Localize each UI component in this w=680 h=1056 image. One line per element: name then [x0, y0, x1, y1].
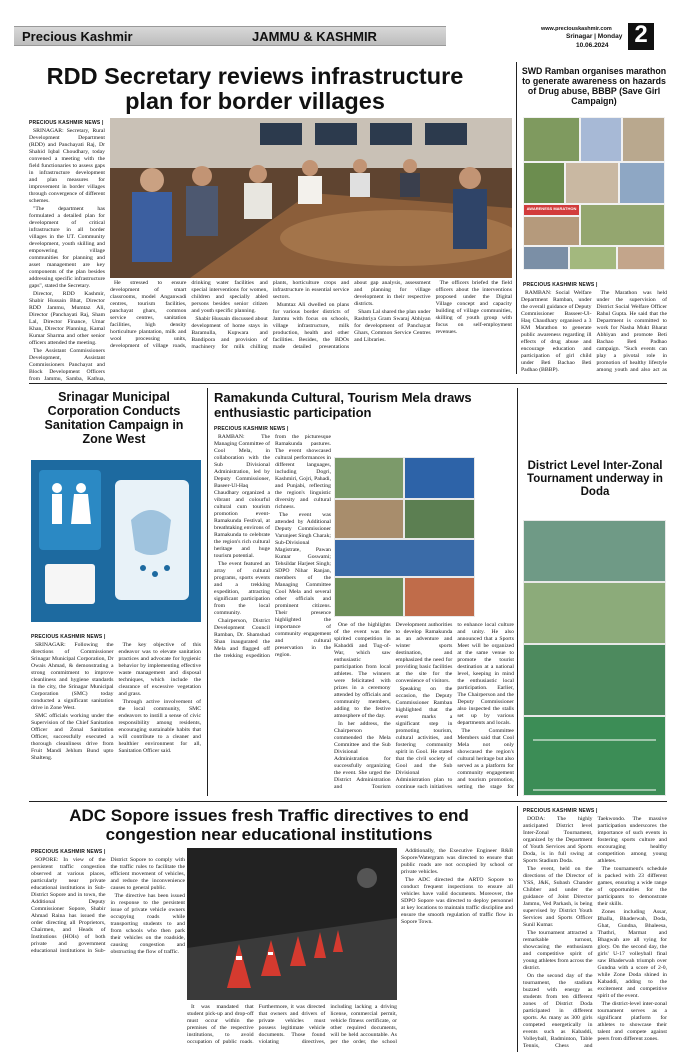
a4-headline: Ramakunda Cultural, Tourism Mela draws enthusiastic participation — [214, 390, 472, 420]
a4-body-top — [214, 434, 331, 796]
a1-para: "The department has formulated a detailed plan for development of critical infrastructure in all border villages in the UT. Community development, youth skilling and empowering village communities for planning and asset management are key components of the plan besides addressing specific infrastructure gaps", stated the Secretary. — [29, 206, 105, 289]
a5-para: Zones including Assar, Bhalla, Bhaderwah, Doda, Ghat, Gundna, Bhaleesa, Thathri, Marmat and Bhagwah are all vying for glory. On the second day, the girls' U-17 volleyball final saw Bhaderwah triumph over Gundna with a score of 2-0, while Zone Doda shined in Kabaddi, adding to the excitement and competitive spirit of the event. — [597, 909, 667, 999]
sanitation-illustration — [31, 460, 201, 622]
a5-para: On the second day of the tournament, the stadium buzzed with energy as students from ten different zones of District Doda participated in different sports. As many as 300 girls competed energetically in events such as Kabaddi, Volleyball, Badminton, Table Tennis, Chess and Taekwondo. The massive participation underscores the importance of such events in fostering sports culture and encouraging healthy competition among young athletes. — [523, 816, 667, 1049]
traffic-cones-image — [187, 848, 397, 1000]
a6-para: The directive has been issued in response to the persistent issue of private vehicle owners occupying roads while transporting students to and from schools who then park their vehicles on the roadside, causing congestion and obstructing the flow of traffic. — [110, 893, 185, 955]
a6-photo-traffic — [187, 848, 397, 1000]
mela-collage-image — [334, 457, 475, 617]
a6-body-right — [401, 848, 513, 1052]
a5-body — [523, 816, 667, 1052]
a1-photo-meeting — [110, 118, 512, 278]
a3-para: SMC officials working under the Supervision of the Chief Sanitation Officer and Zonal Sanitation Officer, successfully executed a thorough cleanliness drive from Fruit Mandi Jehlum Bund upto Shalteng. — [31, 713, 114, 761]
a4-byline: PRECIOUS KASHMIR NEWS | — [214, 426, 289, 432]
a5-photo-collage — [523, 520, 666, 796]
a6-para: It was mandated that student pick-up and drop-off must occur within the premises of the respective institutions, to avoid occupation of public roads. Furthermore, it was directed that owners and drivers of private vehicles must possess legitimate vehicle documents. Those found violating directives, including lacking a driving license, commercial permit, vehicle fitness certificate, or other required documents, will be held accountable. As per the order, the school — [187, 1004, 397, 1045]
a5-para: The district-level inter-zonal tournament serves as a significant platform for athletes to showcase their talent and compete against peers from different zones. — [597, 1001, 667, 1042]
a3-body — [31, 642, 201, 796]
a6-headline: ADC Sopore issues fresh Traffic directives to end congestion near educational institutions — [69, 806, 469, 844]
mid-bottom-rule — [29, 801, 667, 802]
a4-para: One of the highlights of the event was the spirited competition in Kabaddi and Tug-of-War, which saw enthusiastic participation from local athletes. The winners were felicitated with prizes in a ceremony attended by officials and community members, adding to the festive atmosphere of the day. — [334, 622, 391, 719]
a1-right-rule — [516, 62, 517, 374]
a2-body — [521, 290, 667, 376]
a6-para: The ADC directed the ARTO Sopore to conduct frequent inspections to ensure all vehicles have valid documents. Moreover, the SDPO Sopore was directed to deploy personnel at key locations to maintain traffic discipline and ensure the smooth regulation of traffic flow in Sopore Town. — [401, 877, 513, 925]
a4-right-rule — [517, 388, 518, 796]
a4-para: Speaking on the occasion, the Deputy Commissioner Ramban highlighted that the event marks a significant step in promoting tourism, cultural activities, and fostering community spirit in Gool. He stated that the civil society of Gool and the Sub Divisional Administration plan to continue such initiatives to enhance local culture and unity. He also announced that a Sports Meet will be organized at the same venue to promote the tourist destination at a national level, keeping in mind the enthusiastic local participation. Earlier, The Chairperson and the Deputy Commissioner also inspected the stalls set up by various departments and locals. — [395, 622, 514, 790]
issue-date: 10.06.2024 — [576, 42, 609, 49]
a2-byline: PRECIOUS KASHMIR NEWS | — [523, 282, 598, 288]
meeting-room-image — [110, 118, 512, 278]
a4-para: In her address, the Chairperson commended the Mela Committee and the Sub Divisional Administration for successfully organizing the event. She urged the District Administration and Tourism Development authorities to develop Ramakunda as an adventure and winter sports destination, and emphasized the need for providing basic facilities at the site for the convenience of visitors. — [334, 622, 453, 790]
tournament-collage-image — [523, 520, 666, 796]
a1-para: He stressed to ensure development of smart classrooms, model Anganwadi centres, tourism facilities, panchayat ghars, common service centres, sanitation facilities, high density horticulture plantation, milk and wool processing units, development of village roads, drinking water facilities and special interventions for women, children and specially abled persons besides senior citizen and youth specific planning. — [110, 280, 268, 349]
a1-para: Director, RDD Kashmir, Shabir Hussain Bhat, Director RDD Jammu, Mumtaz Ali, Director (Panchayati Raj, Sham Lal, Director Finance, Umar Khan, Director Planning, Kamal Kumar Sharma and other senior officers attended the meeting. — [29, 291, 105, 346]
a4-para: The Committee Members said that Cool Mela not only showcased the region's cultural heritage but also served as a platform for community engagement and tourism promotion, setting the stage for — [457, 728, 514, 790]
a3-para: The key objective of this endeavor was to elevate sanitation practices and advocate for hygienic behavior by implementing effective waste management and disposal techniques, which include the clearance of excessive vegetation and grass. — [118, 642, 201, 697]
a3-right-rule — [207, 388, 208, 796]
a6-right-rule — [517, 806, 518, 1052]
a3-headline: Srinagar Municipal Corporation Conducts Sanitation Campaign in Zone West — [44, 390, 184, 446]
a6-para: Additionally, the Executive Engineer R&B Sopore/Watergram was directed to ensure that public roads are not occupied by school or private vehicles. — [401, 848, 513, 875]
a1-para: The officers briefed the field officers about the interventions proposed under the Digital Village concept and capacity building of village communities, skilling of youth group with focus on self-employment revenues. — [435, 280, 512, 335]
a4-para: The event featured an array of cultural programs, sports events and a trekking expedition, attracting significant participation from the local community. — [214, 561, 270, 616]
a5-para: DODA: The highly anticipated District level Inter-Zonal Tournament, organized by the Department of Youth Services and Sports Doda, is in full swing at Sports Stadium Doda. — [523, 816, 593, 864]
a1-para: Mumtaz Ali dwelled on plans for various border districts of Jammu with focus on schools, village infrastructure, milk production, health and other facilities. Besides, the BDOs made detailed presentations about gap analysis, assessment and planning for village development in their respective districts. — [272, 280, 431, 350]
a5-headline: District Level Inter-Zonal Tournament underway in Doda — [527, 460, 663, 498]
a1-para: Sham Lal shared the plan under Rashtriya Gram Swaraj Abhiyan for development of Panchayat Ghars, Common Service Centres and Libraries. — [354, 309, 431, 343]
a5-para: The tournament's schedule is packed with 23 different games, ensuring a wide range of opportunities for the participants to demonstrate their skills. — [597, 866, 667, 907]
a2-headline: SWD Ramban organises marathon to generate awareness on hazards of Drug abuse, BBBP (Save Girl Campaign) — [521, 66, 667, 106]
a2-banner-text: AWARENESS MARATHON — [526, 206, 577, 211]
a1-para: Shabir Hussain discussed about development of home stays in Baramulla, Kupwara and Bandipora and provision of machinery for milk chilling plants, horticulture crops and infrastructure in essential service sectors. — [191, 280, 350, 350]
a5-para: The tournament attracted a remarkable turnout, showcasing the enthusiasm and competitive spirit of young athletes from across the district. — [523, 930, 593, 971]
website: www.preciouskashmir.com — [541, 26, 612, 32]
a5-byline: PRECIOUS KASHMIR NEWS | — [523, 808, 598, 814]
a1-para: The Assistant Commissioners Development, Assistant Commissioners Panchayat and Block Development Officers from Jammu, Samba, Kathua, — [29, 348, 105, 381]
a3-byline: PRECIOUS KASHMIR NEWS | — [31, 634, 106, 640]
a4-para: RAMBAN: The Managing Committee of Cool Mela, in collaboration with the Sub Divisional Administration, led by Deputy Commissioner, Baseer-Ul-Haq Chaudhary organized a vibrant and colourful cultural cum tourism promotion event- Ramakunda Festival, at breathtaking environs of Ramakunda to celebrate the region's rich cultural heritage and huge tourism potential. — [214, 434, 270, 559]
a4-para: Chairperson, District Development Council Ramban, Dr. Shamshad Shan inaugurated the Mela and flagged off the trekking expedition from the picturesque Ramakunda pastures. The event showcased cultural performances in different languages, including Dogri, Kashmiri, Gojri, Pahadi, and Punjabi, reflecting the region's linguistic diversity and cultural richness. — [214, 434, 331, 659]
a3-photo-sanitation — [31, 460, 201, 622]
section-title: JAMMU & KASHMIR — [252, 29, 377, 44]
a3-para: Through active involvement of the local community, SMC endeavors to instill a sense of civic responsibility among residents, encouraging sustainable habits that will contribute to a cleaner and healthier environment for all, Sanitation Officer said. — [118, 699, 201, 754]
marathon-collage-image — [523, 117, 665, 270]
city-day: Srinagar | Monday — [566, 33, 623, 40]
a5-para: The event, held on the directions of the Director of YSS, J&K, Subash Chander Chibber and under the guidance of Joint Director Jammu, Ved Parkash, is being supervised by District Youth Services and Sports Officer Sunil Kumar. — [523, 866, 593, 928]
masthead — [0, 0, 680, 56]
brand-name: Precious Kashmir — [22, 29, 133, 44]
a1-byline: PRECIOUS KASHMIR NEWS | — [29, 120, 104, 126]
a6-para: SOPORE: In view of the persistent traffic congestion observed at various places, particularly near private educational institutions in Sub-District Sopore and in town, the Additional Deputy Commissioner Sopore, Shabir Ahmad Raina has issued the order directing all Proprietors, Chairmen, and Heads of Institutions (HOIs) of both private and government educational institutions in Sub-District Sopore to comply with the traffic rules to facilitate the efficient movement of vehicles, and reduce the inconvenience causes to general public. — [31, 857, 185, 954]
a6-body-left — [31, 857, 185, 1052]
a3-para: SRINAGAR: Following the directions of Commissioner Srinagar Municipal Corporation, Dr Owais Ahmad, & demonstrating a strong commitment to improve cleanliness and hygiene standards in the city, the Srinagar Municipal Corporation (SMC) today conducted a significant sanitation drive in Zone West. — [31, 642, 114, 711]
a2-photo-collage — [523, 117, 665, 270]
a6-byline: PRECIOUS KASHMIR NEWS | — [31, 849, 106, 855]
a2-para: The Marathon was held under the supervision of District Social Welfare Officer Rahul Gupta. He said that the Department is committed to work for Nasha Mukt Bharat Abhiyan and promote Beti Bachao Beti Padhao campaign. "Such events can play a pivotal role in promotion of healthy lifestyle among youth and also act as — [596, 290, 667, 373]
page-number: 2 — [634, 21, 648, 48]
a4-para: The event was attended by Additional Deputy Commissioner Varunjeet Singh Charak; Sub-Divisional Magistrate, Pawan Kumar Goswami; Tehsildar Harjeet Singh; SDPO Nihar Ranjan, members of the Managing Committee Cool Mela and several other officials and prominent citizens. Their presence highlighted the importance of community engagement and cultural preservation in the region. — [275, 512, 331, 658]
a4-photo-collage — [334, 457, 475, 617]
mid-top-rule — [29, 383, 667, 384]
a2-para: RAMBAN: Social Welfare Department Ramban, under the overall guidance of Deputy Commissioner Basseer-Ul-Haq Chaudhary organised a 3 KM Marathon to generate public awareness regarding ill effects of drug abuse and encourage education and participation of girl child under Beti Bachao Beti Padhao (BBBP). — [521, 290, 592, 373]
a1-col-left — [29, 128, 105, 381]
a4-body-bottom — [334, 622, 514, 796]
a1-headline: RDD Secretary reviews infrastructure plan for border villages — [46, 63, 464, 114]
a6-body-mid — [187, 1004, 397, 1052]
a1-col-rest — [110, 280, 512, 381]
a1-para: SRINAGAR: Secretary, Rural Development Department (RDD) and Panchayati Raj, Dr Shahid Iqbal Choudhary, today convened a meeting with the field functionaries to assess gaps in infrastructure development and plan measures for improvement in border villages through convergence of different schemes. — [29, 128, 105, 204]
